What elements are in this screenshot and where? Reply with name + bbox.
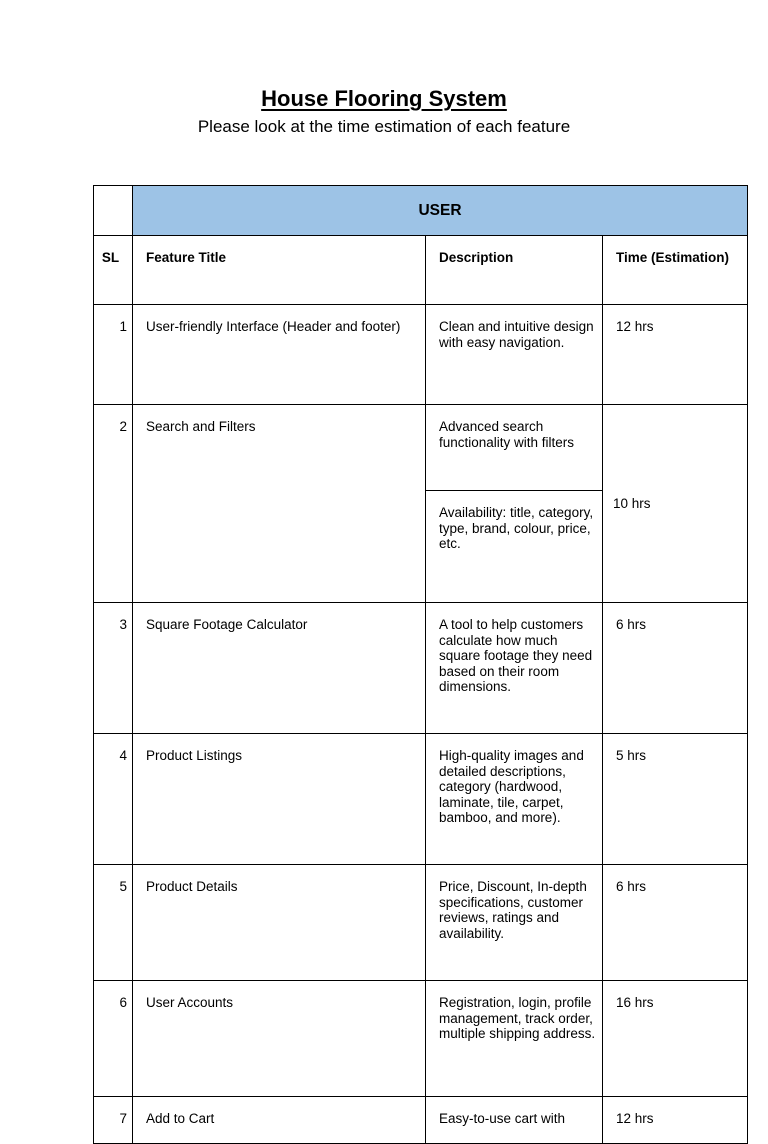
- row-description: Clean and intuitive design with easy navigation.: [426, 305, 603, 405]
- table-row: [94, 603, 748, 734]
- row-feature-title: Product Details: [133, 865, 426, 981]
- row-feature-title: Square Footage Calculator: [133, 603, 426, 734]
- row-time: 6 hrs: [603, 865, 748, 981]
- row-description-text: Easy-to-use cart with: [439, 1111, 566, 1126]
- header-time: Time (Estimation): [603, 236, 748, 305]
- row-description: Advanced search functionality with filters: [426, 405, 603, 491]
- document-subtitle: Please look at the time estimation of each feature: [197, 117, 571, 136]
- table-row: [94, 305, 748, 405]
- table-row: [94, 1097, 748, 1144]
- row-description-secondary: Availability: title, category, type, brand, colour, price, etc.: [426, 491, 603, 603]
- row-sl: 7: [94, 1097, 133, 1144]
- row-sl: 2: [94, 405, 133, 603]
- row-time: 5 hrs: [603, 734, 748, 865]
- header-feature-title: Feature Title: [133, 236, 426, 305]
- row-description: Registration, login, profile management, track order, multiple shipping address.: [426, 981, 603, 1097]
- row-description: A tool to help customers calculate how much square footage they need based on their room dimensions.: [426, 603, 603, 734]
- row-feature-title: Product Listings: [133, 734, 426, 865]
- row-sl: 5: [94, 865, 133, 981]
- row-time: 6 hrs: [603, 603, 748, 734]
- row-sl: 6: [94, 981, 133, 1097]
- row-time: 16 hrs: [603, 981, 748, 1097]
- section-band-row: [94, 186, 748, 236]
- table-row: [94, 734, 748, 865]
- row-time: 12 hrs: [603, 305, 748, 405]
- table-row: [94, 865, 748, 981]
- row-time: 10 hrs: [603, 405, 748, 603]
- section-label-user: USER: [133, 186, 748, 236]
- header-row: [94, 236, 748, 305]
- row-sl: 3: [94, 603, 133, 734]
- document-title: House Flooring System: [261, 86, 507, 111]
- row-description: High-quality images and detailed descriptions, category (hardwood, laminate, tile, carpet, bamboo, and more).: [426, 734, 603, 865]
- header-description: Description: [426, 236, 603, 305]
- row-feature-title: User Accounts: [133, 981, 426, 1097]
- row-feature-title: Add to Cart: [133, 1097, 426, 1144]
- empty-corner-cell: [94, 186, 133, 236]
- row-sl: 1: [94, 305, 133, 405]
- row-description: Price, Discount, In-depth specifications, customer reviews, ratings and availability.: [426, 865, 603, 981]
- row-feature-title: Search and Filters: [133, 405, 426, 603]
- table-row: [94, 405, 748, 491]
- row-time: 12 hrs: [603, 1097, 748, 1144]
- row-sl: 4: [94, 734, 133, 865]
- row-description: [426, 1097, 603, 1144]
- table-row: [94, 981, 748, 1097]
- row-feature-title: User-friendly Interface (Header and footer): [133, 305, 426, 405]
- header-sl: SL: [94, 236, 133, 305]
- feature-estimation-table: [93, 185, 748, 1144]
